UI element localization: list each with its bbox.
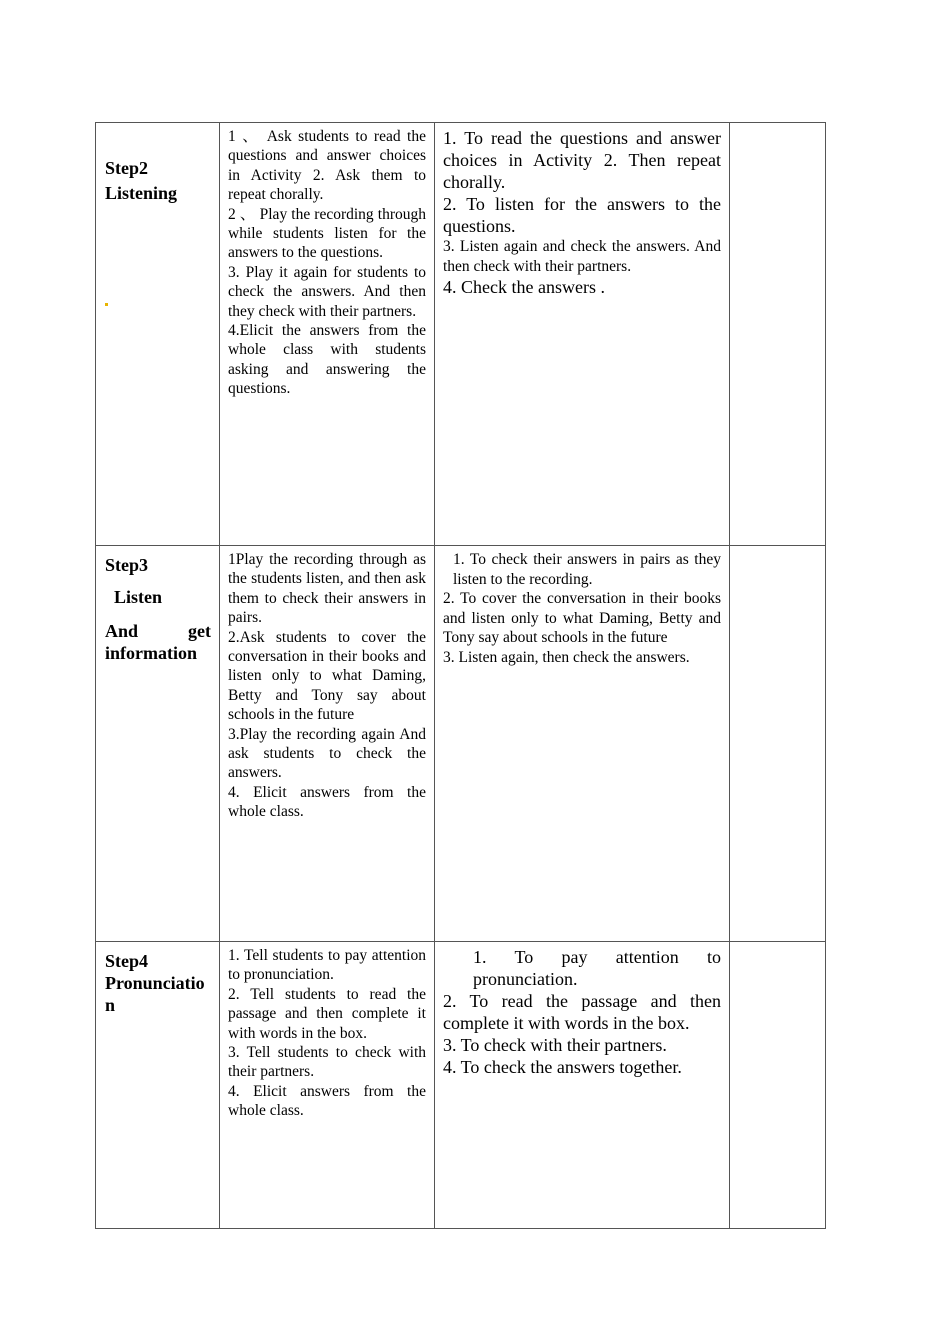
step2-student-item: 2. To listen for the answers to the questions. [443, 194, 721, 236]
step3-student-item: 2. To cover the conversation in their books and listen only to what Daming, Betty and Tony say about schools in the future [443, 590, 721, 647]
step2-subtitle: Listening [105, 183, 178, 203]
lesson-plan-table [95, 122, 826, 1229]
step4-student-item: 1. To pay attention to pronunciation. [473, 947, 721, 989]
step4-notes [730, 942, 826, 1229]
step2-teacher-activities [220, 123, 435, 546]
step3-title: Step3 [105, 555, 149, 575]
step4-row [96, 942, 826, 1229]
step4-student-item: 4. To check the answers together. [443, 1057, 682, 1077]
step3-student-item: 3. Listen again, then check the answers. [443, 648, 690, 666]
step2-student-activities [435, 123, 730, 546]
step2-teacher-item: 4.Elicit the answers from the whole class with students asking and answering the questions. [228, 322, 426, 398]
step2-teacher-item: 1 、 Ask students to read the questions and answer choices in Activity 2. Ask them to repeat chorally. [228, 128, 426, 204]
step2-notes [730, 123, 826, 546]
step4-teacher-item: 3. Tell students to check with their partners. [228, 1044, 426, 1081]
step4-teacher-item: 4. Elicit answers from the whole class. [228, 1082, 426, 1120]
step4-student-item: 3. To check with their partners. [443, 1035, 667, 1055]
step3-cell [96, 546, 220, 942]
step3-notes [730, 546, 826, 942]
step2-title: Step2 [105, 158, 149, 178]
step3-teacher-item: 2.Ask students to cover the conversation in their books and listen only to what Daming, Betty and Tony say about schools in the future [228, 628, 426, 724]
step4-teacher-activities [220, 942, 435, 1229]
step4-subtitle: Pronunciation [105, 973, 205, 1015]
step2-row [96, 123, 826, 546]
step4-student-activities [435, 942, 730, 1229]
step3-teacher-item: 1Play the recording through as the students listen, and then ask them to check their answers in pairs. [228, 551, 426, 627]
step4-teacher-item: 2. Tell students to read the passage and then complete it with words in the box. [228, 985, 426, 1042]
step4-teacher-item: 1. Tell students to pay attention to pronunciation. [228, 947, 426, 984]
step4-title: Step4 [105, 951, 149, 971]
step3-subtitle-2: And get information [105, 621, 211, 663]
step2-student-item: 3. Listen again and check the answers. And then check with their partners. [443, 238, 721, 275]
stray-mark [105, 303, 108, 306]
step4-student-item: 2. To read the passage and then complete it with words in the box. [443, 991, 721, 1033]
step4-cell [96, 942, 220, 1229]
step3-teacher-item: 3.Play the recording again And ask students to check the answers. [228, 725, 426, 782]
step3-student-item: 1. To check their answers in pairs as they listen to the recording. [453, 551, 721, 588]
step3-teacher-item: 4. Elicit answers from the whole class. [228, 783, 426, 821]
step3-teacher-activities [220, 546, 435, 942]
step2-student-item: 4. Check the answers . [443, 277, 605, 298]
step2-teacher-item: 2 、 Play the recording through while students listen for the answers to the questions. [228, 205, 426, 262]
step3-subtitle: Listen [114, 587, 163, 607]
step2-cell [96, 123, 220, 546]
step3-student-activities [435, 546, 730, 942]
step2-student-item: 1. To read the questions and answer choices in Activity 2. Then repeat chorally. [443, 128, 721, 192]
step2-teacher-item: 3. Play it again for students to check the answers. And then they check with their partners. [228, 263, 426, 320]
step3-row [96, 546, 826, 942]
